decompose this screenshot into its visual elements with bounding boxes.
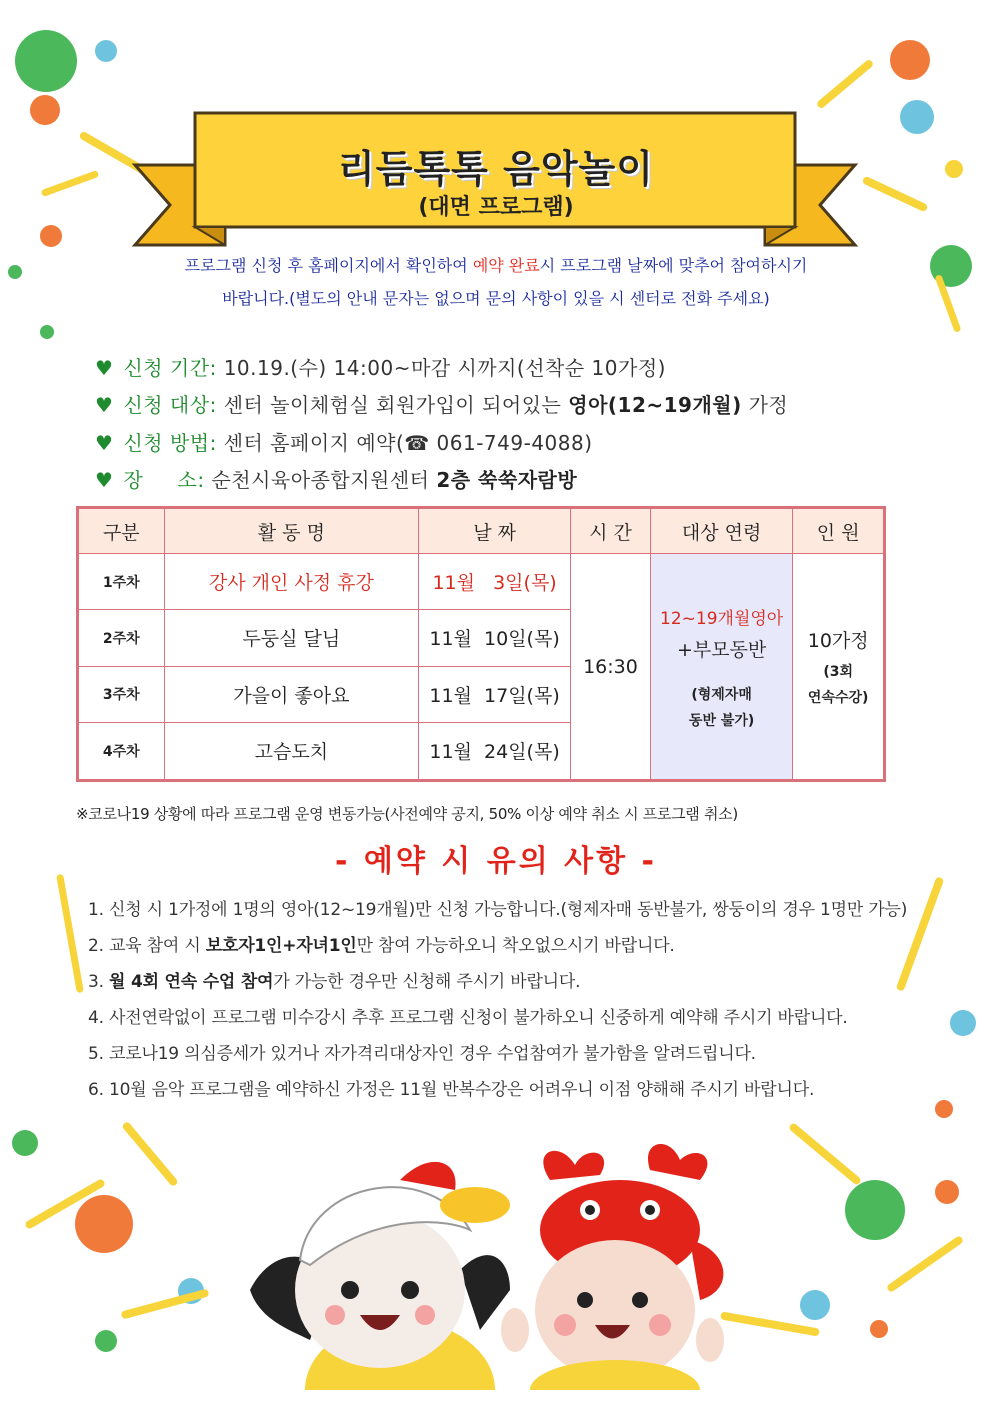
people-cell: 10가정 (3회 연속수강) bbox=[793, 554, 885, 781]
deco-dot bbox=[40, 325, 54, 339]
activity-cell: 가을이 좋아요 bbox=[164, 666, 419, 722]
caution-item: 4. 사전연락없이 프로그램 미수강시 추후 프로그램 신청이 불가하오니 신중하게 예약해 주시기 바랍니다. bbox=[88, 1008, 848, 1028]
time-cell: 16:30 bbox=[571, 554, 651, 781]
table-header-row bbox=[78, 508, 885, 554]
date-cell: 11월 3일(목) bbox=[419, 554, 571, 610]
column-header: 시 간 bbox=[571, 508, 651, 554]
page-subtitle: (대면 프로그램) bbox=[418, 195, 574, 220]
deco-dot bbox=[935, 1100, 953, 1118]
heart-icon: ♥ bbox=[95, 393, 114, 417]
deco-ray bbox=[788, 1122, 862, 1186]
activity-cell: 고슴도치 bbox=[164, 722, 419, 780]
caution-title: - 예약 시 유의 사항 - bbox=[335, 844, 657, 879]
deco-dot bbox=[15, 30, 77, 92]
deco-dot bbox=[40, 225, 62, 247]
age-cell: 12~19개월영아 +부모동반 (형제자매 동반 불가) bbox=[650, 554, 792, 781]
caution-item: 1. 신청 시 1가정에 1명의 영아(12~19개월)만 신청 가능합니다.(형제자매 동반불가, 쌍둥이의 경우 1명만 가능) bbox=[88, 900, 908, 920]
info-period: ♥ 신청 기간: 10.19.(수) 14:00~마감 시까지(선착순 10가정) bbox=[95, 356, 666, 380]
heart-icon: ♥ bbox=[95, 431, 114, 455]
page-title: 리듬톡톡 음악놀이 bbox=[338, 147, 654, 191]
caution-item: 3. 월 4회 연속 수업 참여가 가능한 경우만 신청해 주시기 바랍니다. bbox=[88, 972, 581, 992]
deco-dot bbox=[30, 95, 60, 125]
info-method: ♥ 신청 방법: 센터 홈페이지 예약(☎ 061-749-4088) bbox=[95, 431, 593, 455]
caution-item: 6. 10월 음악 프로그램을 예약하신 가정은 11월 반복수강은 어려우니 이점 양해해 주시기 바랍니다. bbox=[88, 1080, 815, 1100]
week-cell: 4주차 bbox=[78, 722, 165, 780]
corona-note: ※코로나19 상황에 따라 프로그램 운영 변동가능(사전예약 공지, 50% 이상 예약 취소 시 프로그램 취소) bbox=[76, 805, 738, 823]
date-cell: 11월 10일(목) bbox=[419, 610, 571, 666]
notice-highlight: 예약 완료 bbox=[472, 256, 540, 275]
column-header: 인 원 bbox=[793, 508, 885, 554]
deco-dot bbox=[800, 1290, 830, 1320]
deco-dot bbox=[845, 1180, 905, 1240]
heart-icon: ♥ bbox=[95, 356, 114, 380]
deco-dot bbox=[75, 1195, 133, 1253]
notice-line-2: 바랍니다.(별도의 안내 문자는 없으며 문의 사항이 있을 시 센터로 전화 주세요) bbox=[222, 289, 770, 308]
deco-dot bbox=[890, 40, 930, 80]
deco-ray bbox=[896, 876, 945, 991]
deco-dot bbox=[12, 1130, 38, 1156]
deco-ray bbox=[816, 58, 875, 109]
caution-item: 5. 코로나19 의심증세가 있거나 자가격리대상자인 경우 수업참여가 불가함을 알려드립니다. bbox=[88, 1044, 756, 1064]
column-header: 구분 bbox=[78, 508, 165, 554]
date-cell: 11월 17일(목) bbox=[419, 666, 571, 722]
info-place: ♥ 장 소: 순천시육아종합지원센터 2층 쑥쑥자람방 bbox=[95, 468, 578, 492]
column-header: 대상 연령 bbox=[650, 508, 792, 554]
deco-dot bbox=[950, 1010, 976, 1036]
deco-ray bbox=[56, 874, 84, 993]
deco-dot bbox=[870, 1320, 888, 1338]
heart-icon: ♥ bbox=[95, 468, 114, 492]
table-row bbox=[78, 554, 885, 610]
week-cell: 2주차 bbox=[78, 610, 165, 666]
mascot-illustration bbox=[230, 1140, 740, 1390]
week-cell: 3주차 bbox=[78, 666, 165, 722]
notice-line-1: 프로그램 신청 후 홈페이지에서 확인하여 예약 완료시 프로그램 날짜에 맞추어 참여하시기 bbox=[184, 256, 808, 275]
column-header: 활 동 명 bbox=[164, 508, 419, 554]
date-cell: 11월 24일(목) bbox=[419, 722, 571, 780]
deco-dot bbox=[95, 40, 117, 62]
deco-dot bbox=[900, 100, 934, 134]
activity-cell: 강사 개인 사정 휴강 bbox=[164, 554, 419, 610]
deco-ray bbox=[121, 1121, 179, 1187]
deco-dot bbox=[95, 1330, 117, 1352]
info-target: ♥ 신청 대상: 센터 놀이체험실 회원가입이 되어있는 영아(12~19개월) 가정 bbox=[95, 393, 789, 417]
caution-item: 2. 교육 참여 시 보호자1인+자녀1인만 참여 가능하오니 착오없으시기 바랍니다. bbox=[88, 936, 675, 956]
deco-ray bbox=[120, 1288, 209, 1319]
schedule-table bbox=[76, 506, 886, 782]
deco-dot bbox=[935, 1180, 959, 1204]
activity-cell: 두둥실 달님 bbox=[164, 610, 419, 666]
deco-ray bbox=[886, 1235, 964, 1293]
week-cell: 1주차 bbox=[78, 554, 165, 610]
column-header: 날 짜 bbox=[419, 508, 571, 554]
